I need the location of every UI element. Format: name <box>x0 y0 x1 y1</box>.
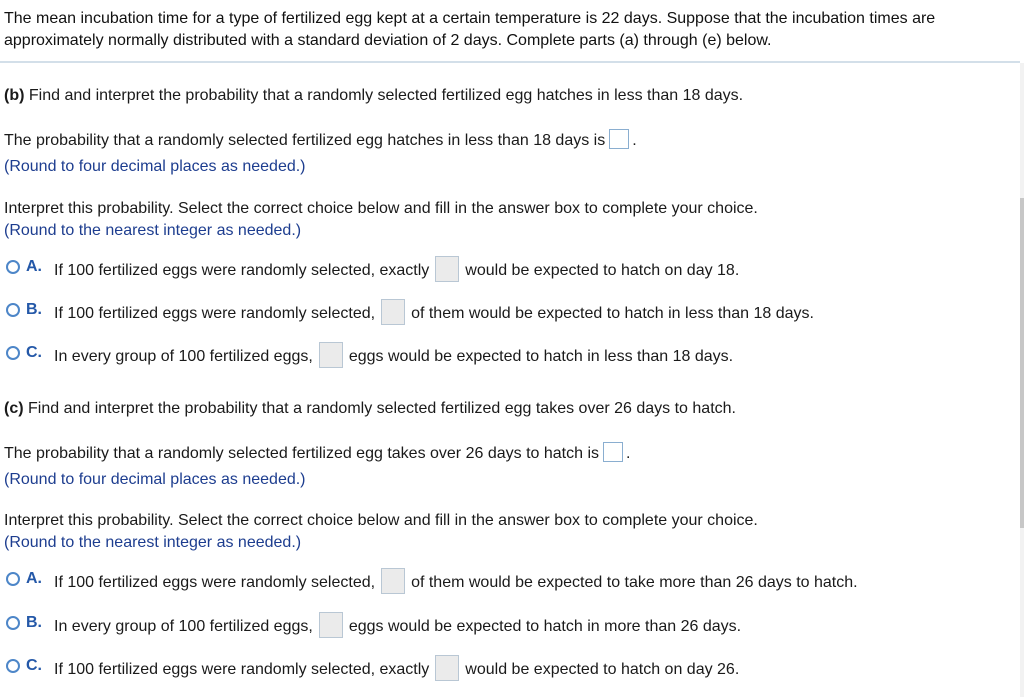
part-c-prob-prefix: The probability that a randomly selected fertilized egg takes over 26 days to hatch is <box>4 445 599 462</box>
header-divider <box>0 61 1020 63</box>
part-c-prob-hint: (Round to four decimal places as needed.) <box>4 471 306 488</box>
part-c-option-c-text-after: would be expected to hatch on day 26. <box>465 661 740 679</box>
part-c-question-text: Find and interpret the probability that a randomly selected fertilized egg takes over 26 days to hatch. <box>28 400 736 417</box>
part-c-option-c[interactable] <box>6 657 739 683</box>
part-c-label: (c) <box>4 400 24 417</box>
part-c-option-a-input[interactable] <box>381 568 405 594</box>
part-c-interpret-prompt: Interpret this probability. Select the correct choice below and fill in the answer box to complete your choice. <box>4 512 758 529</box>
part-b-option-c-input[interactable] <box>319 342 343 368</box>
part-c-probability-line <box>4 443 630 465</box>
part-b-probability-line <box>4 130 637 152</box>
part-c-option-a-text-after: of them would be expected to take more than 26 days to hatch. <box>411 574 858 592</box>
part-b-question <box>4 85 743 107</box>
part-b-prob-hint: (Round to four decimal places as needed.) <box>4 158 306 175</box>
part-b-option-b[interactable] <box>6 301 814 327</box>
part-b-option-c-radio[interactable] <box>6 346 20 360</box>
part-c-option-b-text-after: eggs would be expected to hatch in more than 26 days. <box>348 618 742 636</box>
part-c-question <box>4 398 736 420</box>
problem-statement: The mean incubation time for a type of fertilized egg kept at a certain temperature is 22 days. Suppose that the incubation times are approximately normally distributed with a standard deviation of 2 days. Complete parts (a) through (e) below. <box>4 10 936 49</box>
part-b-probability-input[interactable] <box>609 129 629 149</box>
part-c-option-a-radio[interactable] <box>6 572 20 586</box>
part-c-prob-suffix: . <box>626 445 631 462</box>
part-b-label: (b) <box>4 87 25 104</box>
part-c-option-b-radio[interactable] <box>6 616 20 630</box>
part-b-prob-suffix: . <box>632 132 637 149</box>
part-b-interpret-prompt: Interpret this probability. Select the correct choice below and fill in the answer box to complete your choice. <box>4 200 758 217</box>
part-b-option-a-letter: A. <box>26 258 42 276</box>
part-b-option-b-radio[interactable] <box>6 303 20 317</box>
part-c-option-b[interactable] <box>6 614 741 640</box>
part-b-option-a-text-after: would be expected to hatch on day 18. <box>465 262 740 280</box>
part-b-question-text: Find and interpret the probability that a randomly selected fertilized egg hatches in less than 18 days. <box>28 87 744 104</box>
part-b-option-b-input[interactable] <box>381 299 405 325</box>
part-b-option-b-letter: B. <box>26 301 42 319</box>
part-c-option-b-letter: B. <box>26 614 42 632</box>
part-c-option-c-input[interactable] <box>435 655 459 681</box>
part-c-option-c-text-before: If 100 fertilized eggs were randomly selected, exactly <box>54 661 430 679</box>
part-c-option-c-radio[interactable] <box>6 659 20 673</box>
part-b-option-c-text-before: In every group of 100 fertilized eggs, <box>54 348 313 366</box>
part-b-option-c-text-after: eggs would be expected to hatch in less than 18 days. <box>348 348 734 366</box>
part-b-option-c-letter: C. <box>26 344 42 362</box>
part-b-option-a-input[interactable] <box>435 256 459 282</box>
part-c-option-b-input[interactable] <box>319 612 343 638</box>
part-b-option-c[interactable] <box>6 344 733 370</box>
part-b-option-a-radio[interactable] <box>6 260 20 274</box>
part-c-option-a-text-before: If 100 fertilized eggs were randomly selected, <box>54 574 376 592</box>
part-b-option-b-text-after: of them would be expected to hatch in less than 18 days. <box>411 305 814 323</box>
part-b-option-a-text-before: If 100 fertilized eggs were randomly selected, exactly <box>54 262 430 280</box>
part-c-option-c-letter: C. <box>26 657 42 675</box>
part-b-interpret-hint: (Round to the nearest integer as needed.) <box>4 222 302 239</box>
part-c-probability-input[interactable] <box>603 442 623 462</box>
part-b-prob-prefix: The probability that a randomly selected fertilized egg hatches in less than 18 days is <box>4 132 606 149</box>
part-c-option-b-text-before: In every group of 100 fertilized eggs, <box>54 618 313 636</box>
part-b-option-b-text-before: If 100 fertilized eggs were randomly selected, <box>54 305 376 323</box>
scrollbar-thumb[interactable] <box>1020 198 1024 528</box>
part-c-interpret-hint: (Round to the nearest integer as needed.) <box>4 534 302 551</box>
part-c-option-a[interactable] <box>6 570 858 596</box>
part-c-option-a-letter: A. <box>26 570 42 588</box>
part-b-option-a[interactable] <box>6 258 739 284</box>
